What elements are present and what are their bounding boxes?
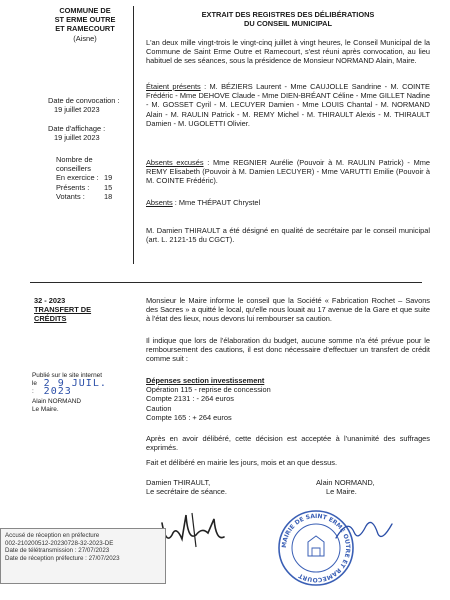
title-line: EXTRAIT DES REGISTRES DES DÉLIBÉRATIONS	[201, 10, 375, 19]
count-row	[56, 173, 132, 182]
seal-text: MAIRIE DE SAINT ERME OUTRE ET RAMECOURT	[280, 512, 352, 584]
publie-le-label: le :	[32, 380, 37, 395]
title-line: DU CONSEIL MUNICIPAL	[243, 19, 332, 29]
absents-text: : Mme THÉPAUT Chrystel	[172, 198, 261, 207]
receipt-line: Accusé de réception en préfecture	[5, 532, 100, 539]
count-label: Présents :	[56, 182, 90, 192]
commune-line: ET RAMECOURT	[55, 24, 115, 34]
mayor-signature-block	[316, 478, 426, 496]
depenses-line: Opération 115 - reprise de concession	[146, 385, 271, 395]
secretary-signature-block	[146, 478, 286, 496]
excuses-paragraph	[146, 158, 430, 186]
conseillers-block	[56, 155, 132, 201]
affichage-block	[48, 124, 132, 142]
count-label: En exercice :	[56, 173, 99, 183]
excuses-label: Absents excusés	[146, 158, 204, 167]
convocation-label: Date de convocation :	[48, 96, 120, 105]
count-value: 18	[104, 191, 113, 201]
publication-block	[32, 372, 132, 414]
receipt-line: 002-210200512-20230728-32-2023-DE	[5, 539, 114, 547]
mayor-role: Le Maire.	[326, 487, 357, 497]
affichage-label: Date d'affichage :	[48, 124, 106, 133]
deliberation-heading	[34, 296, 130, 324]
deliberation-number: 32 - 2023	[34, 296, 66, 305]
publication-date-stamp: 2 9 JUIL. 2023	[43, 378, 107, 397]
body-paragraph-3: Après en avoir délibéré, cette décision est acceptée à l'unanimité des suffrages exprimés.	[146, 434, 430, 453]
depenses-line: Caution	[146, 403, 172, 413]
depenses-title: Dépenses section investissement	[146, 376, 265, 385]
body-paragraph-4: Fait et délibéré en mairie les jours, mois et an que dessus.	[146, 458, 338, 467]
count-label: Votants :	[56, 191, 85, 201]
conseillers-line: conseillers	[56, 164, 91, 174]
convocation-block	[48, 96, 132, 114]
receipt-line: Date de réception préfecture : 27/07/2023	[5, 554, 120, 562]
conseillers-line: Nombre de	[56, 155, 93, 164]
deliberation-title-line: TRANSFERT DE	[34, 305, 92, 315]
intro-paragraph: L'an deux mille vingt-trois le vingt-cinq juillet à vingt heures, le Conseil Municipal de la Commune de Saint Erme Outre et Ramecourt, s'est réuni après convocation, au lieu habituel de ses séances, sous la présidence de Monsieur NORMAND Alain, Maire.	[146, 38, 430, 66]
count-value: 15	[104, 182, 113, 192]
body-paragraph-1: Monsieur le Maire informe le conseil que la Société « Fabrication Rochet – Savons des Sacres » a quitté le local, qu'elle nous louait au 17 avenue de la Gare et que suite à l'état des lieux, nous devons lui rembourser sa caution.	[146, 296, 430, 324]
publie-label: Publié sur le site internet	[32, 372, 102, 379]
publie-mayor-name: Alain NORMAND	[32, 398, 82, 405]
excuses-text: : Mme REGNIER Aurélie (Pouvoir à M. RAULIN Patrick) - Mme REMY Elisabeth (Pouvoir à M. Damien LECUYER) - Mme VARUTTI Emilie (Pouvoir à M. COINTE Frédéric).	[146, 158, 430, 186]
secretaire-paragraph: M. Damien THIRAULT a été désigné en qualité de secrétaire par le conseil municipal (art. L. 2121-15 du CGCT).	[146, 226, 430, 245]
convocation-date: 19 juillet 2023	[54, 105, 100, 115]
depenses-line: Compte 2131 : - 264 euros	[146, 394, 234, 404]
absents-label: Absents	[146, 198, 173, 207]
commune-line: (Aisne)	[73, 33, 97, 43]
absents-paragraph	[146, 198, 430, 207]
commune-header	[40, 6, 130, 43]
commune-line: COMMUNE DE	[59, 6, 111, 15]
commune-line: ST ERME OUTRE	[54, 15, 116, 25]
deliberation-title-line: CRÉDITS	[34, 314, 67, 324]
count-value: 19	[104, 173, 113, 183]
receipt-line: Date de télétransmission : 27/07/2023	[5, 547, 110, 555]
presents-label: Étaient présents	[146, 82, 201, 91]
section-divider	[30, 282, 422, 283]
document-title	[146, 10, 430, 28]
mayor-handwritten-signature-icon	[330, 512, 400, 546]
body-paragraph-2: Il indique que lors de l'élaboration du budget, aucune somme n'a été prévue pour le remboursement des cautions, il est donc nécessaire d'effectuer un transfert de crédit comme suit :	[146, 336, 430, 364]
prefecture-receipt-box	[0, 528, 166, 584]
affichage-date: 19 juillet 2023	[54, 133, 100, 143]
presents-text: : M. BÉZIERS Laurent - Mme CAUJOLLE Sandrine - M. COINTE Frédéric - Mme DEHOVE Claude - Mme DIEN-BRÉANT Céline - Mme GILLET Nadine - M. GOSSET Cyril - M. LECUYER Damien - Mme LOUIS Chantal - M. NORMAND Alain - M. RAULIN Patrick - M. REMY Michel - M. THIRAULT Alexis - M. THIRAULT Damien - M. UGOLETTI Olivier.	[146, 82, 430, 128]
publie-mayor-role: Le Maire.	[32, 406, 59, 413]
count-row	[56, 192, 132, 201]
count-row	[56, 183, 132, 192]
secretary-name: Damien THIRAULT,	[146, 478, 211, 487]
secretary-role: Le secrétaire de séance.	[146, 487, 227, 497]
depenses-block	[146, 376, 430, 422]
presents-paragraph	[146, 82, 430, 128]
column-divider	[133, 6, 134, 264]
mayor-name: Alain NORMAND,	[316, 478, 375, 487]
depenses-line: Compte 165 : + 264 euros	[146, 412, 232, 422]
